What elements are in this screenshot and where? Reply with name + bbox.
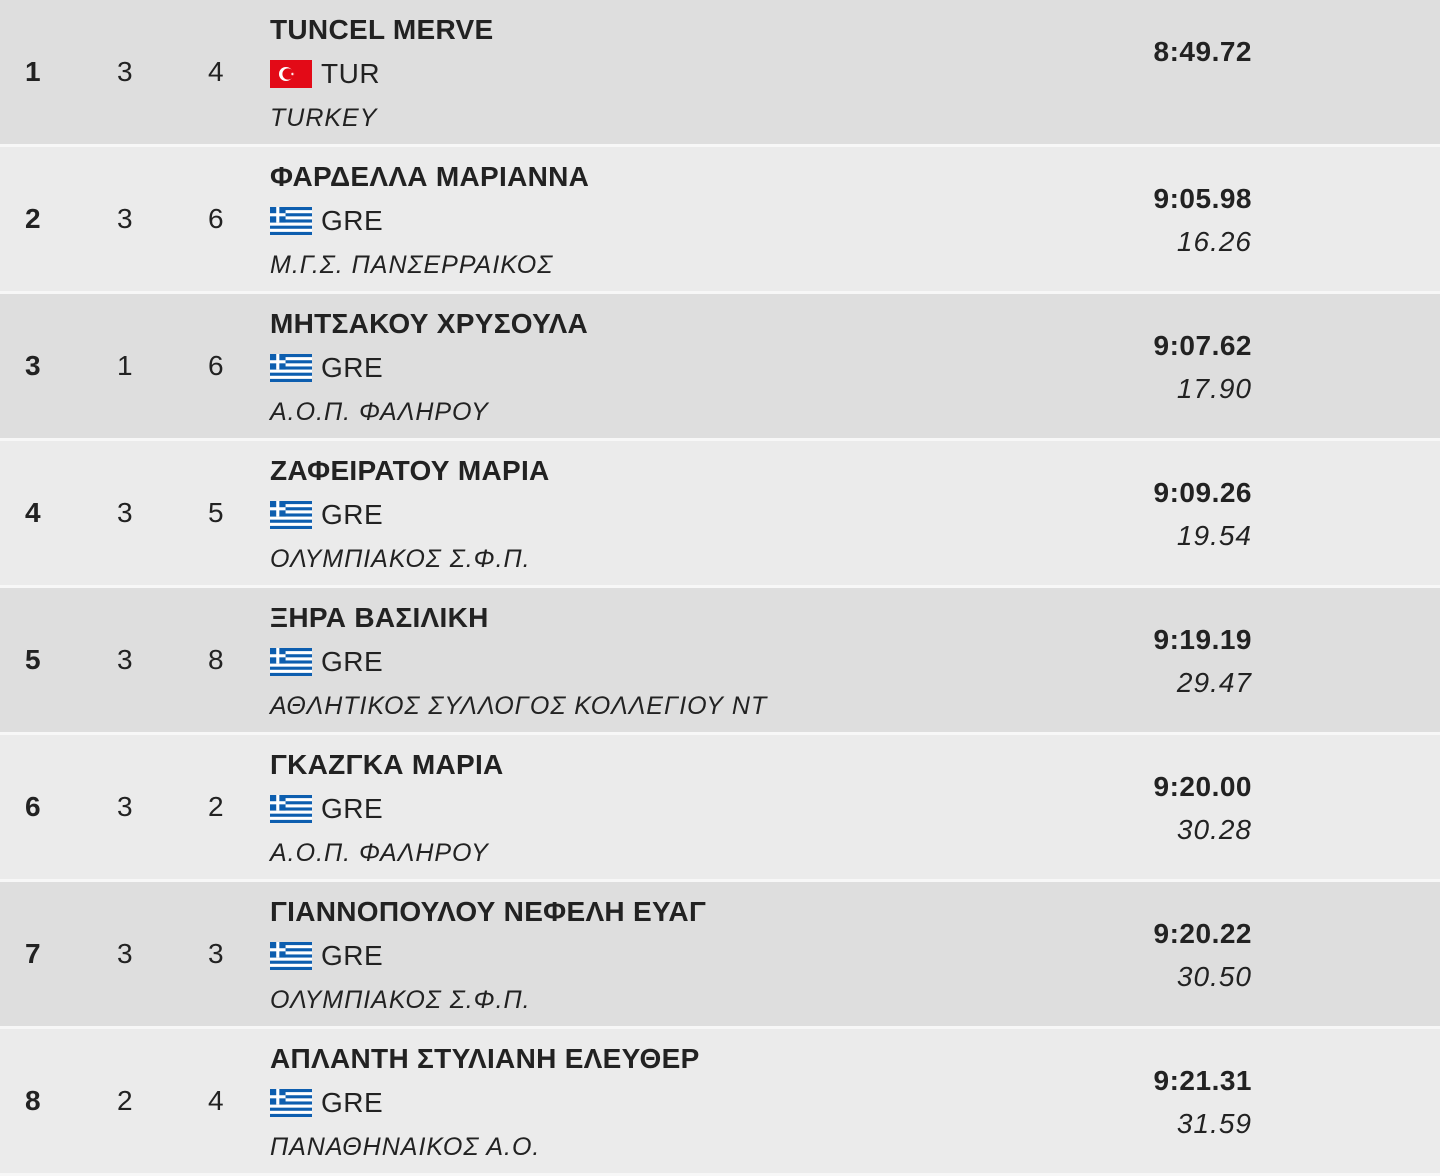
lane-cell: 3 xyxy=(208,938,224,969)
result-time: 8:49.72 xyxy=(1153,36,1252,67)
heat-cell: 3 xyxy=(117,203,133,234)
table-row[interactable] xyxy=(0,1029,1440,1176)
time-difference: 16.26 xyxy=(1176,226,1252,257)
athlete-name[interactable]: ΖΑΦΕΙΡΑΤΟΥ ΜΑΡΙΑ xyxy=(270,455,550,486)
greece-flag-icon xyxy=(270,207,321,235)
nation xyxy=(270,793,383,825)
noc-code: GRE xyxy=(321,940,384,971)
greece-flag-icon xyxy=(270,501,321,529)
lane-cell: 4 xyxy=(208,56,224,87)
nation xyxy=(270,646,383,678)
heat-cell: 2 xyxy=(117,1085,133,1116)
rank-cell: 7 xyxy=(25,938,41,969)
greece-flag-icon xyxy=(270,795,312,823)
result-time: 9:19.19 xyxy=(1153,624,1252,655)
result-time: 9:20.00 xyxy=(1153,771,1252,802)
table-row[interactable] xyxy=(0,588,1440,735)
athlete-name[interactable]: TUNCEL MERVE xyxy=(270,14,494,45)
rank-cell: 6 xyxy=(25,791,41,822)
time-difference: 30.28 xyxy=(1176,814,1252,845)
table-row[interactable] xyxy=(0,294,1440,441)
rank-cell: 5 xyxy=(25,644,41,675)
table-row[interactable] xyxy=(0,441,1440,588)
heat-cell: 3 xyxy=(117,644,133,675)
turkey-flag-icon xyxy=(270,60,321,88)
noc-code: GRE xyxy=(321,499,384,530)
time-difference: 19.54 xyxy=(1176,520,1252,551)
rank-cell: 8 xyxy=(25,1085,41,1116)
noc-code: GRE xyxy=(321,352,384,383)
lane-cell: 5 xyxy=(208,497,224,528)
club-name: ΑΘΛΗΤΙΚΟΣ ΣΥΛΛΟΓΟΣ ΚΟΛΛΕΓΙΟΥ ΝΤ xyxy=(270,692,768,720)
greece-flag-icon xyxy=(270,354,321,382)
table-row[interactable] xyxy=(0,735,1440,882)
greece-flag-icon xyxy=(270,942,312,970)
heat-cell: 3 xyxy=(117,791,133,822)
club-name: Μ.Γ.Σ. ΠΑΝΣΕΡΡΑΙΚΟΣ xyxy=(270,251,554,279)
rank-cell: 2 xyxy=(25,203,41,234)
athlete-name[interactable]: ΞΗΡΑ ΒΑΣΙΛΙΚΗ xyxy=(270,602,489,633)
greece-flag-icon xyxy=(270,501,312,529)
noc-code: GRE xyxy=(321,793,384,824)
club-name: TURKEY xyxy=(270,104,378,132)
table-row[interactable] xyxy=(0,147,1440,294)
nation xyxy=(270,1087,383,1119)
athlete-name[interactable]: ΦΑΡΔΕΛΛΑ ΜΑΡΙΑΝΝΑ xyxy=(270,161,590,192)
athlete-name[interactable]: ΜΗΤΣΑΚΟΥ ΧΡΥΣΟΥΛΑ xyxy=(270,308,589,339)
rank-cell: 4 xyxy=(25,497,41,528)
club-name: ΟΛΥΜΠΙΑΚΟΣ Σ.Φ.Π. xyxy=(270,986,531,1014)
lane-cell: 8 xyxy=(208,644,224,675)
greece-flag-icon xyxy=(270,648,312,676)
nation xyxy=(270,940,383,972)
heat-cell: 3 xyxy=(117,497,133,528)
lane-cell: 6 xyxy=(208,350,224,381)
result-time: 9:07.62 xyxy=(1153,330,1252,361)
greece-flag-icon xyxy=(270,942,321,970)
club-name: Α.Ο.Π. ΦΑΛΗΡΟΥ xyxy=(270,398,489,426)
nation xyxy=(270,499,383,531)
athlete-name[interactable]: ΓΙΑΝΝΟΠΟΥΛΟΥ ΝΕΦΕΛΗ ΕΥΑΓ xyxy=(270,896,707,927)
time-difference: 30.50 xyxy=(1176,961,1252,992)
noc-code: GRE xyxy=(321,205,384,236)
rank-cell: 3 xyxy=(25,350,41,381)
time-difference: 31.59 xyxy=(1176,1108,1252,1139)
turkey-flag-icon xyxy=(270,60,312,88)
rank-cell: 1 xyxy=(25,56,41,87)
nation xyxy=(270,352,383,384)
greece-flag-icon xyxy=(270,648,321,676)
nation xyxy=(270,205,383,237)
heat-cell: 3 xyxy=(117,938,133,969)
noc-code: TUR xyxy=(321,58,381,89)
club-name: ΟΛΥΜΠΙΑΚΟΣ Σ.Φ.Π. xyxy=(270,545,531,573)
time-difference: 29.47 xyxy=(1176,667,1252,698)
greece-flag-icon xyxy=(270,1089,321,1117)
lane-cell: 2 xyxy=(208,791,224,822)
time-difference: 17.90 xyxy=(1176,373,1252,404)
athlete-name[interactable]: ΑΠΛΑΝΤΗ ΣΤΥΛΙΑΝΗ ΕΛΕΥΘΕΡ xyxy=(270,1043,700,1074)
noc-code: GRE xyxy=(321,646,384,677)
result-time: 9:20.22 xyxy=(1153,918,1252,949)
result-time: 9:09.26 xyxy=(1153,477,1252,508)
athlete-name[interactable]: ΓΚΑΖΓΚΑ ΜΑΡΙΑ xyxy=(270,749,504,780)
greece-flag-icon xyxy=(270,1089,312,1117)
heat-cell: 1 xyxy=(117,350,133,381)
result-time: 9:21.31 xyxy=(1153,1065,1252,1096)
nation xyxy=(270,58,380,90)
greece-flag-icon xyxy=(270,354,312,382)
lane-cell: 6 xyxy=(208,203,224,234)
club-name: ΠΑΝΑΘΗΝΑΙΚΟΣ Α.Ο. xyxy=(270,1133,541,1161)
heat-cell: 3 xyxy=(117,56,133,87)
result-time: 9:05.98 xyxy=(1153,183,1252,214)
greece-flag-icon xyxy=(270,207,312,235)
lane-cell: 4 xyxy=(208,1085,224,1116)
table-row[interactable] xyxy=(0,882,1440,1029)
noc-code: GRE xyxy=(321,1087,384,1118)
greece-flag-icon xyxy=(270,795,321,823)
club-name: Α.Ο.Π. ΦΑΛΗΡΟΥ xyxy=(270,839,489,867)
table-row[interactable] xyxy=(0,0,1440,147)
